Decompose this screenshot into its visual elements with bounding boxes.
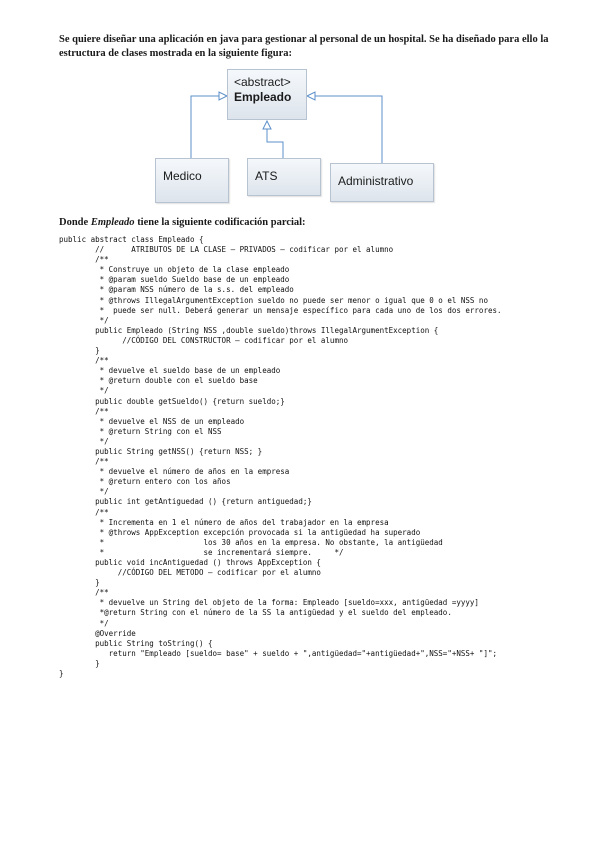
code-line: } [59,578,100,588]
code-listing [59,235,559,679]
code-line: * @param sueldo Sueldo base de un empleado [59,275,290,285]
medico-inheritance-line [191,96,227,158]
class-box-ats: ATS [247,158,321,196]
class-box-medico: Medico [155,158,229,203]
code-caption [59,217,306,228]
code-line: */ [59,436,109,446]
code-line: /** [59,457,109,467]
administrativo-inheritance-arrowhead [307,92,315,100]
ats-inheritance-line [267,126,283,158]
medico-inheritance-arrowhead [219,92,227,100]
caption-prefix: Donde [59,217,91,228]
class-box-empleado [227,69,307,120]
code-line: /** [59,588,109,598]
empleado-stereotype: <abstract> [234,75,291,89]
code-line: return "Empleado [sueldo= base" + sueldo + ",antigüedad="+antigüedad+",NSS="+NSS+ "]"; [59,648,497,658]
code-line: * @return String con el NSS [59,426,222,436]
class-box-administrativo: Administrativo [330,163,434,202]
code-line: * Incrementa en 1 el número de años del trabajador en la empresa [59,517,389,527]
code-line: } [59,346,100,356]
code-line: */ [59,618,109,628]
code-line: //CÓDIGO DEL METODO – codificar por el alumno [59,568,321,578]
code-line: public String toString() { [59,638,213,648]
code-line: * @throws IllegalArgumentException sueldo no puede ser menor o igual que 0 o el NSS no [59,295,488,305]
code-line: public String getNSS() {return NSS; } [59,446,263,456]
caption-class-name: Empleado [90,217,135,228]
code-line: /** [59,356,109,366]
code-line: * devuelve el número de años en la empresa [59,467,290,477]
code-line: * puede ser null. Deberá generar un mensaje específico para cada uno de los dos errores. [59,305,502,315]
empleado-class-name: Empleado [234,90,292,104]
code-line: public void incAntiguedad () throws AppException { [59,558,321,567]
code-line: * devuelve el sueldo base de un empleado [59,366,281,376]
code-line: */ [59,386,109,396]
code-line: } [59,658,100,668]
administrativo-inheritance-line [307,96,382,163]
ats-inheritance-arrowhead [263,121,271,129]
code-line: /** [59,406,109,416]
code-line: */ [59,315,109,325]
code-line: public int getAntiguedad () {return antiguedad;} [59,497,312,507]
code-line: * los 30 años en la empresa. No obstante, la antigüedad [59,537,443,547]
code-line: * devuelve el NSS de un empleado [59,416,245,426]
code-line: * @return entero con los años [59,477,231,487]
code-line: * @param NSS número de la s.s. del empleado [59,285,294,295]
code-line: * @return double con el sueldo base [59,376,258,386]
code-line: } [59,669,64,679]
code-line: @Override [59,628,136,638]
code-line: * se incrementará siempre. */ [59,547,344,557]
intro-paragraph: Se quiere diseñar una aplicación en java para gestionar al personal de un hospital. Se ha diseñado para ello la estructura de clases mostrada en la siguiente figura: [59,34,549,59]
code-line: // ATRIBUTOS DE LA CLASE – PRIVADOS – codificar por el alumno [59,245,394,255]
code-line: public abstract class Empleado { [59,235,204,244]
code-line: public double getSueldo() {return sueldo;} [59,396,285,406]
class-diagram [155,68,435,204]
caption-suffix: tiene la siguiente codificación parcial: [134,217,306,228]
code-line: * @throws AppException excepción provocada si la antigüedad ha superado [59,527,421,537]
code-line: * devuelve un String del objeto de la forma: Empleado [sueldo=xxx, antigüedad =yyyy] [59,598,479,608]
code-line: //CÓDIGO DEL CONSTRUCTOR – codificar por el alumno [59,335,348,345]
code-line: * Construye un objeto de la clase empleado [59,265,290,275]
code-line: public Empleado (String NSS ,double sueldo)throws IllegalArgumentException { [59,325,439,335]
code-line: /** [59,255,109,265]
code-line: */ [59,487,109,497]
code-line: /** [59,507,109,517]
code-line: *@return String con el número de la SS la antigüedad y el sueldo del empleado. [59,608,452,618]
